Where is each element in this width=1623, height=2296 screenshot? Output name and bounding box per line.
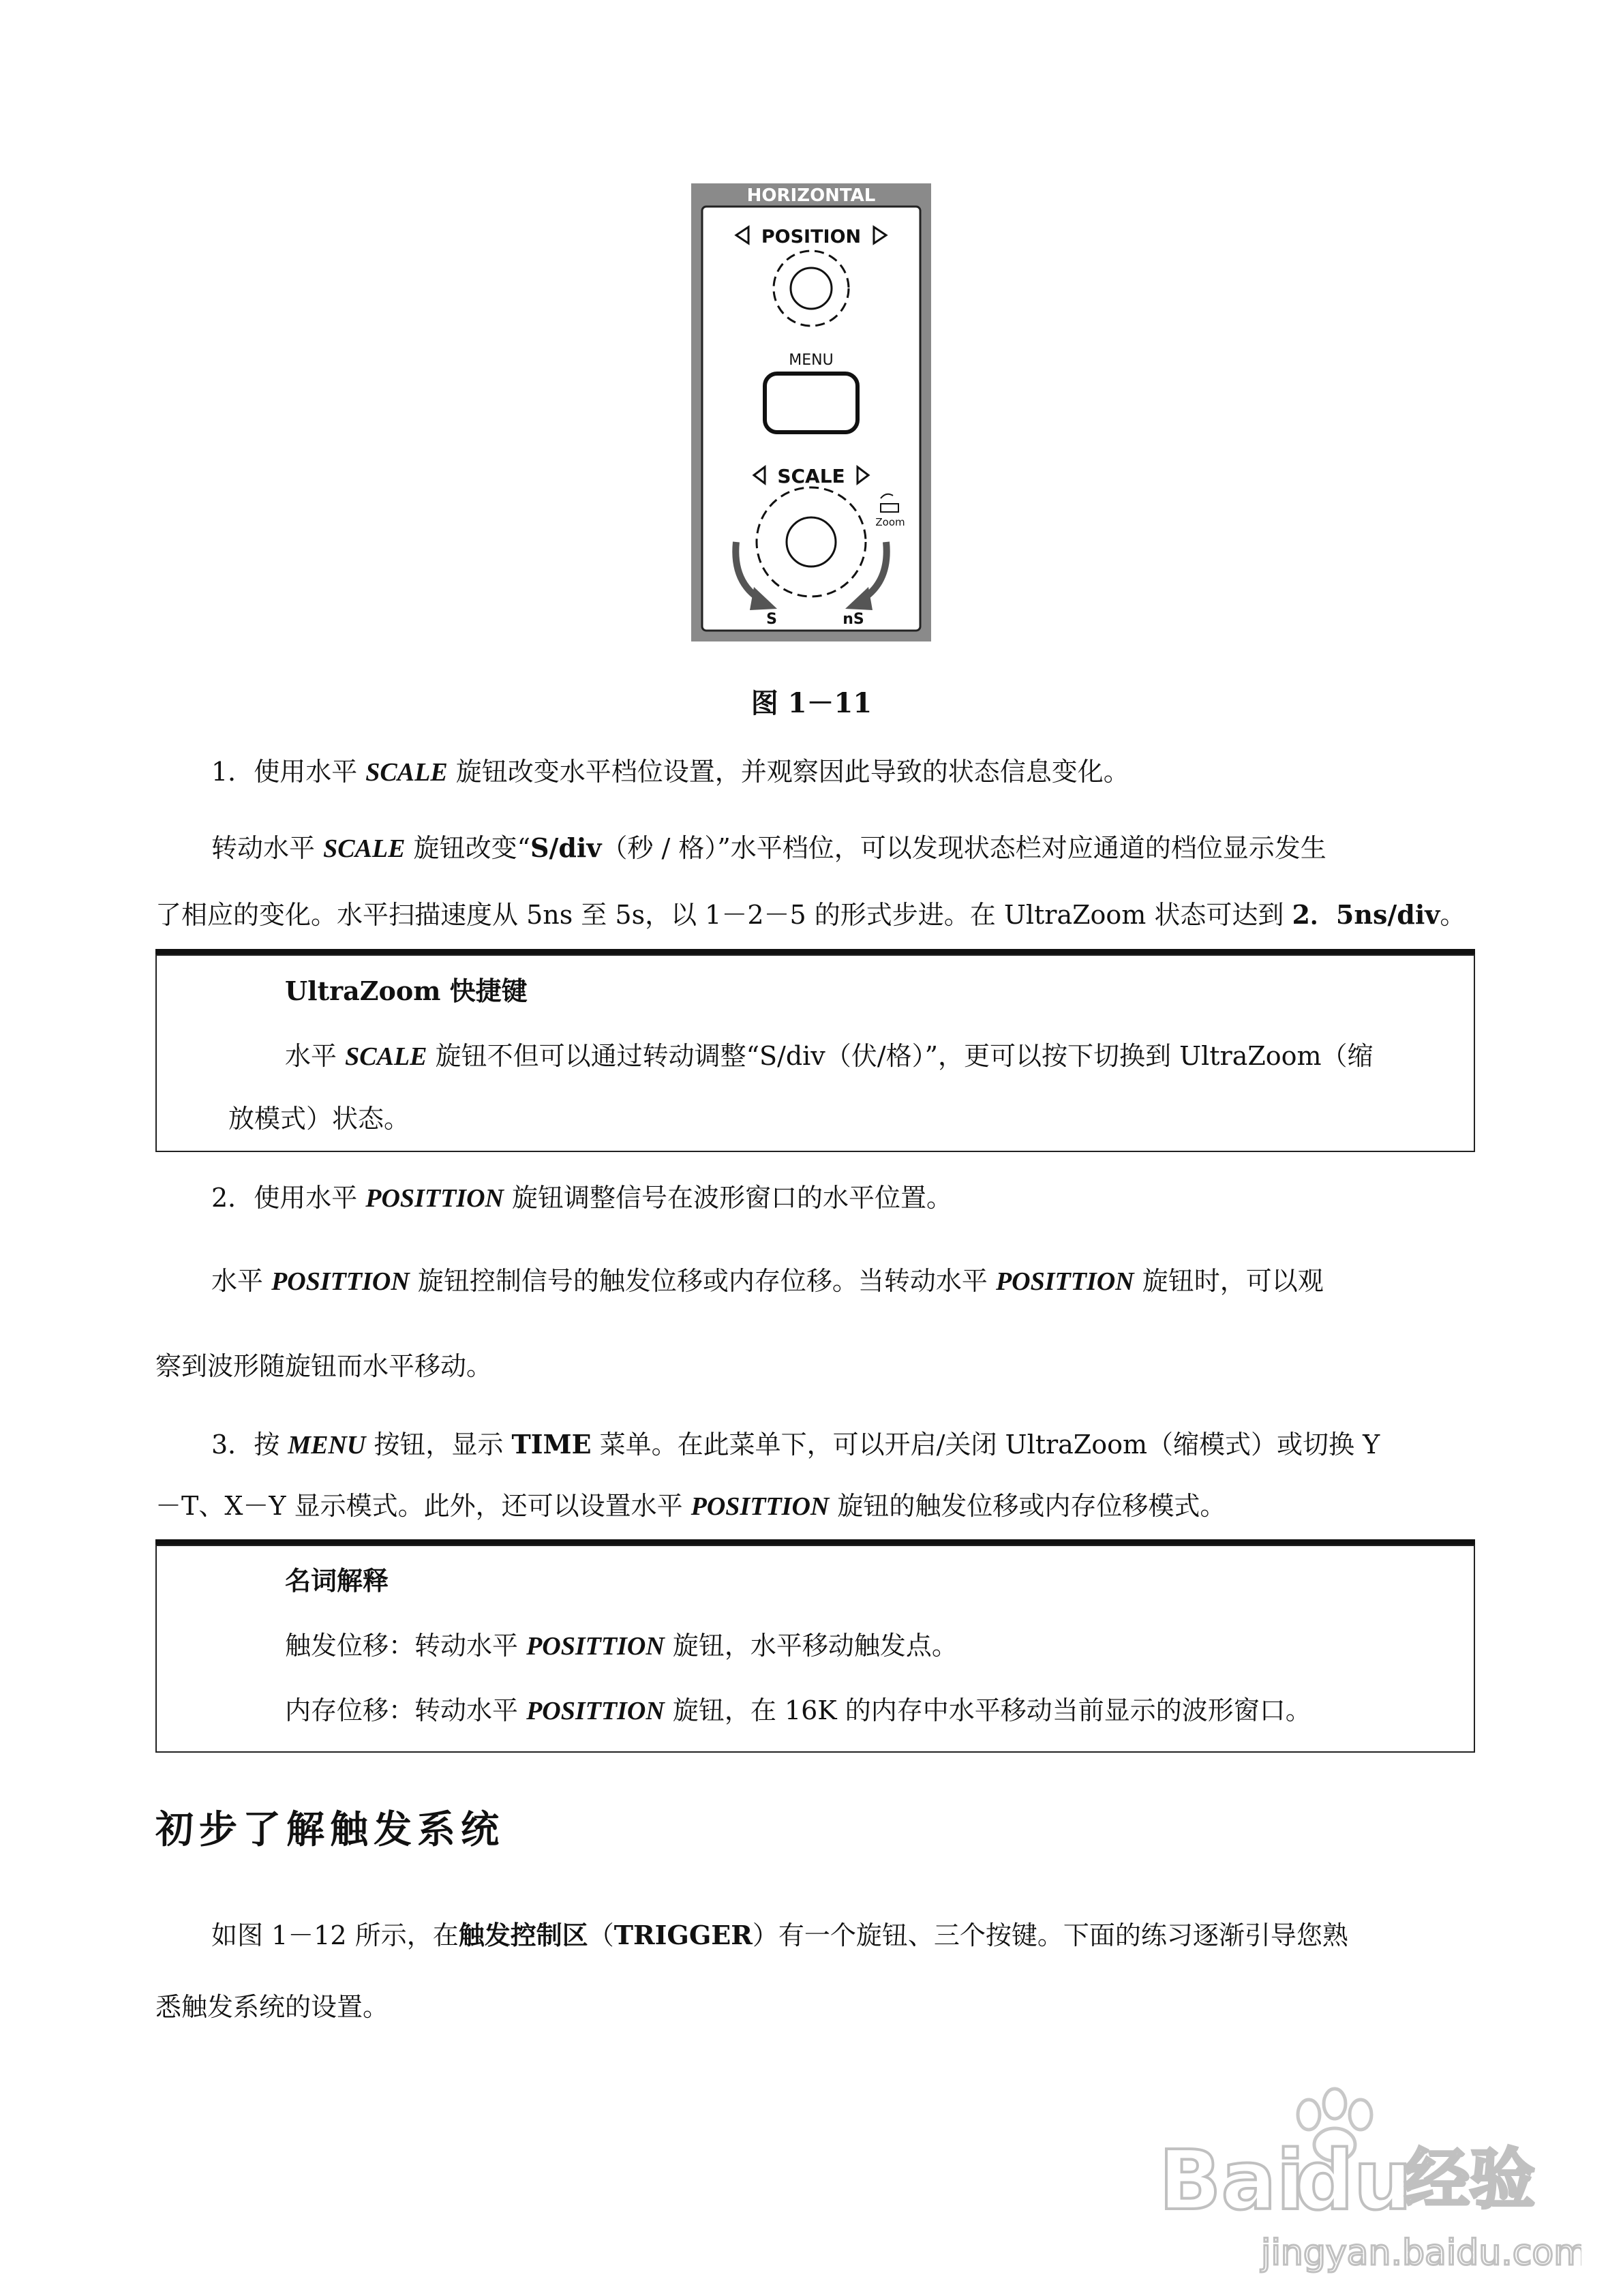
ns-label: nS [843, 611, 864, 628]
ultrazoom-tip-line-1: 水平 SCALE 旋钮不但可以通过转动调整“S/div（伏/格）”，更可以按下切换到 UltraZoom（缩 [285, 1041, 1374, 1071]
ultrazoom-tip-title: UltraZoom 快捷键 [285, 976, 528, 1006]
box-1-top-bar [155, 949, 1475, 954]
menu-button[interactable] [765, 374, 858, 432]
section-title: 初步了解触发系统 [155, 1808, 504, 1852]
paragraph-1-line-2: 了相应的变化。水平扫描速度从 5ns 至 5s，以 1－2－5 的形式步进。在 UltraZoom 状态可达到 2．5ns/div。 [155, 899, 1466, 930]
glossary-line-2: 内存位移：转动水平 POSITTION 旋钮，在 16K 的内存中水平移动当前显示的波形窗口。 [285, 1695, 1311, 1725]
step-3-line-1: 3．按 MENU 按钮，显示 TIME 菜单。在此菜单下，可以开启/关闭 UltraZoom（缩模式）或切换 Y [211, 1429, 1380, 1460]
scale-label: SCALE [777, 465, 845, 487]
watermark-brand: Bai [1159, 2134, 1305, 2229]
watermark-url: jingyan.baidu.com [1261, 2233, 1581, 2274]
zoom-label: Zoom [875, 516, 905, 528]
paragraph-2-line-1: 水平 POSITTION 旋钮控制信号的触发位移或内存位移。当转动水平 POSITTION 旋钮时，可以观 [211, 1266, 1324, 1296]
watermark-du: du [1295, 2134, 1412, 2229]
paragraph-2-line-2: 察到波形随旋钮而水平移动。 [155, 1351, 493, 1381]
step-1: 1．使用水平 SCALE 旋钮改变水平档位设置，并观察因此导致的状态信息变化。 [211, 757, 1129, 787]
glossary-line-1: 触发位移：转动水平 POSITTION 旋钮，水平移动触发点。 [285, 1631, 958, 1661]
s-label: S [766, 611, 777, 628]
panel-title: HORIZONTAL [746, 185, 876, 206]
figure-caption: 图 1－11 [750, 687, 873, 719]
menu-label: MENU [789, 352, 834, 369]
step-2: 2．使用水平 POSITTION 旋钮调整信号在波形窗口的水平位置。 [211, 1183, 953, 1213]
horizontal-panel-figure [688, 181, 934, 644]
position-label: POSITION [761, 226, 862, 247]
watermark-svg [1159, 2079, 1581, 2277]
step-3-line-2: －T、X－Y 显示模式。此外，还可以设置水平 POSITTION 旋钮的触发位移或内存位移模式。 [155, 1491, 1226, 1521]
glossary-title: 名词解释 [285, 1565, 389, 1596]
paragraph-1-line-1: 转动水平 SCALE 旋钮改变“S/div（秒 / 格）”水平档位，可以发现状态栏对应通道的档位显示发生 [211, 832, 1326, 863]
section-paragraph-line-2: 悉触发系统的设置。 [155, 1992, 389, 2022]
horizontal-panel-svg [688, 181, 934, 644]
baidu-jingyan-watermark [1159, 2079, 1581, 2277]
section-paragraph-line-1: 如图 1－12 所示，在触发控制区（TRIGGER）有一个旋钮、三个按键。下面的练习逐渐引导您熟 [211, 1920, 1348, 1950]
ultrazoom-tip-line-2: 放模式）状态。 [228, 1104, 410, 1134]
box-2-top-bar [155, 1539, 1475, 1545]
watermark-jingyan: 经验 [1404, 2141, 1535, 2218]
